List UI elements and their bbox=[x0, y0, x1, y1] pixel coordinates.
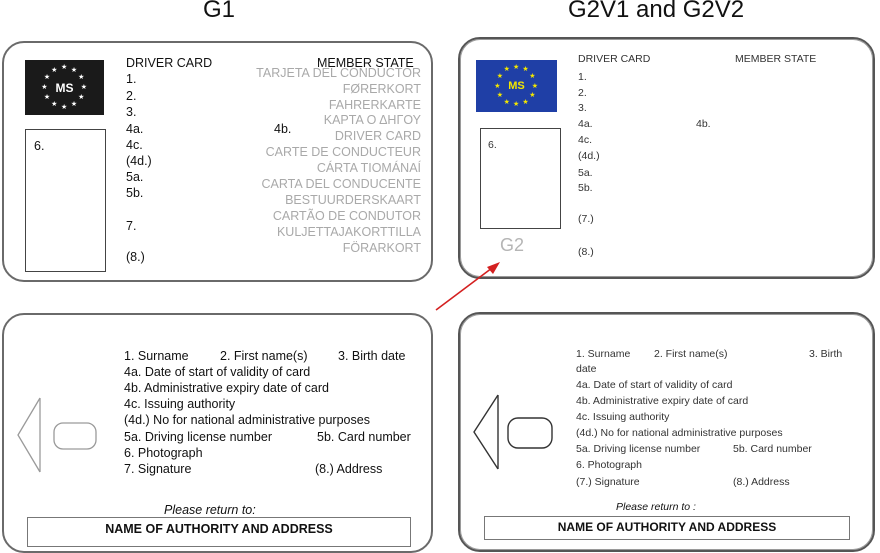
national-number-label: (4d.) No for national administrative purposes bbox=[124, 413, 370, 427]
translation-de: FAHRERKARTE bbox=[328, 98, 421, 112]
flag-star-icon: ★ bbox=[496, 91, 504, 99]
field-5a: 5a. bbox=[578, 167, 593, 179]
field-7: (7.) bbox=[578, 213, 594, 225]
field-4c: 4c. bbox=[578, 134, 593, 146]
field-8: (8.) bbox=[126, 250, 145, 264]
flag-star-icon: ★ bbox=[513, 63, 520, 71]
card-number-label: 5b. Card number bbox=[733, 443, 812, 455]
surname-label: 1. Surname bbox=[576, 348, 631, 360]
flag-star-icon: ★ bbox=[494, 82, 501, 90]
member-state: MEMBER STATE bbox=[317, 56, 414, 70]
member-state: MEMBER STATE bbox=[735, 53, 817, 65]
photograph-label: 6. Photograph bbox=[124, 446, 203, 460]
issuing-authority-label: 4c. Issuing authority bbox=[124, 397, 236, 411]
first-name-label: 2. First name(s) bbox=[220, 349, 308, 363]
generation-mark: G2 bbox=[500, 235, 525, 255]
translation-es: TARJETA DEL CONDUCTOR bbox=[256, 66, 421, 80]
signature-label: (7.) Signature bbox=[576, 476, 640, 488]
photo-box bbox=[25, 129, 106, 272]
translation-it: CARTA DEL CONDUCENTE bbox=[261, 177, 421, 191]
g2-front-card bbox=[458, 37, 875, 279]
flag-star-icon: ★ bbox=[78, 93, 85, 101]
heading-g1: G1 bbox=[203, 0, 236, 23]
flag-star-icon: ★ bbox=[529, 73, 536, 81]
card-title: DRIVER CARD bbox=[578, 53, 651, 65]
field-7: 7. bbox=[126, 219, 137, 233]
birth-date-label: 3. Birth date bbox=[338, 349, 406, 363]
field-2: 2. bbox=[578, 87, 587, 99]
address-label: (8.) Address bbox=[315, 462, 383, 476]
flag-star-icon: ★ bbox=[522, 66, 529, 74]
birth-date-label: 3. Birth bbox=[809, 348, 843, 360]
issuing-authority-label: 4c. Issuing authority bbox=[576, 411, 670, 423]
validity-start-label: 4a. Date of start of validity of card bbox=[576, 379, 733, 391]
first-name-label: 2. First name(s) bbox=[654, 348, 728, 360]
translation-pt: CARTÃO DE CONDUTOR bbox=[272, 209, 421, 223]
translation-nl: BESTUURDERSKAART bbox=[285, 193, 421, 207]
translation-en: DRIVER CARD bbox=[334, 129, 421, 143]
authority-box: NAME OF AUTHORITY AND ADDRESS bbox=[27, 517, 411, 547]
authority-box: NAME OF AUTHORITY AND ADDRESS bbox=[484, 516, 850, 540]
expiry-label: 4b. Administrative expiry date of card bbox=[576, 395, 749, 407]
field-4a: 4a. bbox=[578, 118, 593, 130]
field-5b: 5b. bbox=[126, 186, 144, 200]
photo-box bbox=[480, 128, 561, 229]
flag-star-icon: ★ bbox=[43, 74, 51, 82]
translation-ga: CÁRTA TIOMÁNAÍ bbox=[316, 161, 421, 175]
flag-code: MS bbox=[55, 80, 74, 95]
flag-star-icon: ★ bbox=[41, 84, 48, 91]
flag-star-icon: ★ bbox=[78, 74, 85, 82]
flag-star-icon: ★ bbox=[503, 66, 510, 74]
field-2: 2. bbox=[126, 89, 137, 103]
license-number-label: 5a. Driving license number bbox=[124, 430, 272, 444]
signature-label: 7. Signature bbox=[124, 462, 192, 476]
g1-flag bbox=[25, 60, 104, 115]
pointer-arrow bbox=[430, 256, 510, 316]
g2-flag bbox=[476, 60, 557, 112]
field-4d: (4d.) bbox=[578, 150, 600, 162]
flag-star-icon: ★ bbox=[51, 101, 58, 109]
field-4d: (4d.) bbox=[126, 154, 152, 168]
expiry-label: 4b. Administrative expiry date of card bbox=[124, 381, 329, 395]
flag-star-icon: ★ bbox=[61, 103, 68, 111]
validity-start-label: 4a. Date of start of validity of card bbox=[124, 365, 311, 379]
license-number-label: 5a. Driving license number bbox=[576, 443, 701, 455]
flag-star-icon: ★ bbox=[531, 82, 538, 90]
flag-star-icon: ★ bbox=[522, 98, 529, 106]
field-3: 3. bbox=[126, 105, 137, 119]
surname-label: 1. Surname bbox=[124, 349, 189, 363]
heading-g2: G2V1 and G2V2 bbox=[568, 0, 745, 23]
field-4b: 4b. bbox=[696, 118, 711, 130]
flag-star-icon: ★ bbox=[80, 84, 88, 91]
flag-star-icon: ★ bbox=[496, 73, 504, 81]
photograph-label: 6. Photograph bbox=[576, 459, 642, 471]
g1-front-card bbox=[2, 41, 433, 282]
flag-star-icon: ★ bbox=[529, 91, 536, 99]
photo-label: 6. bbox=[34, 139, 45, 153]
field-3: 3. bbox=[578, 102, 587, 114]
flag-code: MS bbox=[508, 80, 525, 92]
field-1: 1. bbox=[578, 71, 587, 83]
flag-star-icon: ★ bbox=[70, 66, 78, 74]
translation-el: ΚΑΡΤΑ Ο ΔΗΓΟΥ bbox=[323, 113, 421, 127]
g1-back-card bbox=[2, 313, 433, 553]
translation-fr: CARTE DE CONDUCTEUR bbox=[265, 145, 421, 159]
flag-star-icon: ★ bbox=[61, 64, 68, 72]
field-8: (8.) bbox=[578, 246, 594, 258]
field-1: 1. bbox=[126, 72, 137, 86]
insert-direction-icon bbox=[466, 392, 558, 472]
flag-star-icon: ★ bbox=[70, 101, 78, 109]
flag-star-icon: ★ bbox=[513, 101, 520, 109]
field-4a: 4a. bbox=[126, 122, 144, 136]
field-4c: 4c. bbox=[126, 138, 143, 152]
flag-star-icon: ★ bbox=[43, 93, 51, 101]
national-number-label: (4d.) No for national administrative purposes bbox=[576, 427, 783, 439]
field-5a: 5a. bbox=[126, 170, 144, 184]
translation-sv: FÖRARKORT bbox=[342, 241, 421, 255]
flag-star-icon: ★ bbox=[51, 66, 58, 74]
address-label: (8.) Address bbox=[733, 476, 790, 488]
translation-da: FØRERKORT bbox=[342, 82, 421, 96]
card-number-label: 5b. Card number bbox=[317, 430, 411, 444]
photo-label: 6. bbox=[488, 139, 497, 151]
return-label: Please return to: bbox=[164, 503, 256, 517]
field-5b: 5b. bbox=[578, 182, 593, 194]
birth-date-continued: date bbox=[576, 363, 597, 375]
translation-fi: KULJETTAJAKORTTILLA bbox=[276, 225, 421, 239]
g2-back-card bbox=[458, 312, 875, 552]
field-4b: 4b. bbox=[274, 122, 292, 136]
card-title: DRIVER CARD bbox=[126, 56, 213, 70]
return-label: Please return to : bbox=[616, 501, 696, 513]
insert-direction-icon bbox=[12, 395, 104, 475]
flag-star-icon: ★ bbox=[503, 98, 510, 106]
